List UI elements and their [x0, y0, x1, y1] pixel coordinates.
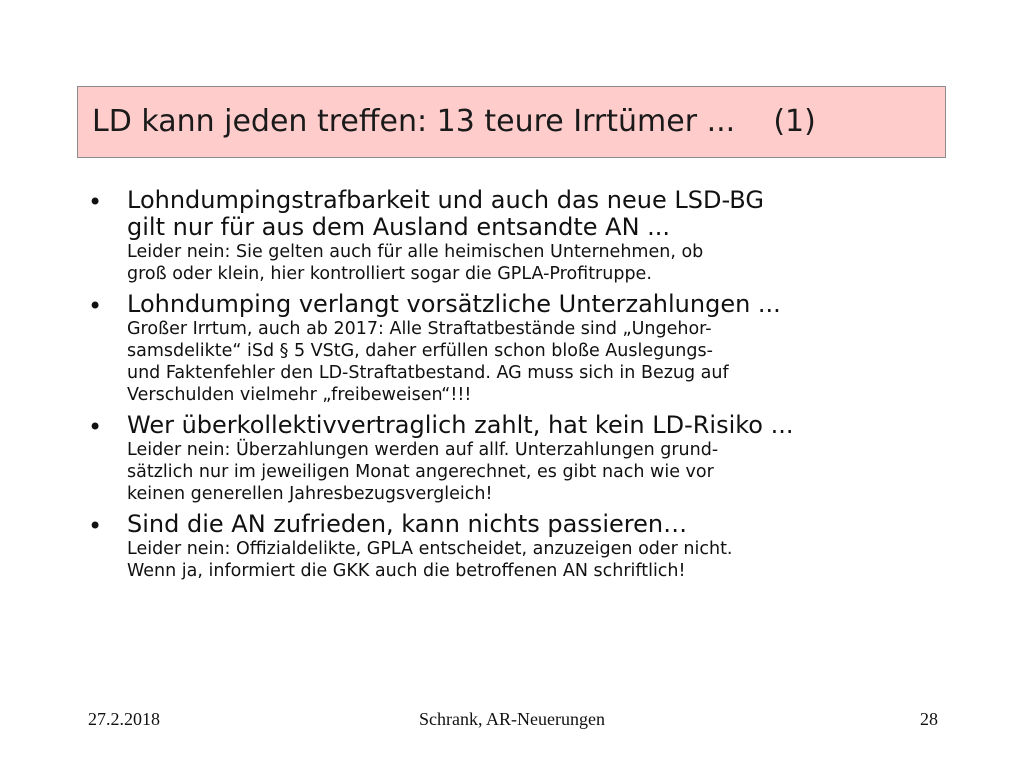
bullet-icon: •	[88, 413, 103, 441]
bullet-list	[88, 187, 948, 588]
headline-line: Lohndumping verlangt vorsätzliche Unterzahlungen ...	[127, 290, 781, 318]
bullet-headline	[127, 511, 948, 538]
bullet-item	[88, 412, 948, 505]
bullet-headline	[127, 291, 948, 318]
bullet-detail	[127, 538, 948, 582]
bullet-detail	[127, 439, 948, 505]
detail-line: Verschulden vielmehr „freibeweisen“!!!	[127, 385, 472, 405]
title-box	[77, 86, 946, 158]
detail-line: Leider nein: Offizialdelikte, GPLA entscheidet, anzuzeigen oder nicht.	[127, 539, 733, 559]
bullet-headline	[127, 412, 948, 439]
detail-line: keinen generellen Jahresbezugsvergleich!	[127, 484, 493, 504]
footer-author: Schrank, AR-Neuerungen	[419, 709, 605, 729]
bullet-item	[88, 291, 948, 406]
detail-line: Leider nein: Sie gelten auch für alle heimischen Unternehmen, ob	[127, 242, 704, 262]
detail-line: samsdelikte“ iSd § 5 VStG, daher erfüllen schon bloße Auslegungs-	[127, 341, 713, 361]
detail-line: groß oder klein, hier kontrolliert sogar die GPLA-Profitruppe.	[127, 264, 652, 284]
bullet-detail	[127, 241, 948, 285]
bullet-detail	[127, 318, 948, 406]
detail-line: Großer Irrtum, auch ab 2017: Alle Straftatbestände sind „Ungehor-	[127, 319, 712, 339]
bullet-icon: •	[88, 512, 103, 540]
bullet-headline	[127, 187, 948, 241]
headline-line: Wer überkollektivvertraglich zahlt, hat kein LD-Risiko ...	[127, 411, 794, 439]
detail-line: Wenn ja, informiert die GKK auch die betroffenen AN schriftlich!	[127, 561, 686, 581]
bullet-icon: •	[88, 188, 103, 216]
bullet-item	[88, 187, 948, 285]
footer-date: 27.2.2018	[88, 709, 160, 729]
bullet-icon: •	[88, 292, 103, 320]
headline-line: Sind die AN zufrieden, kann nichts passieren…	[127, 510, 688, 538]
detail-line: Leider nein: Überzahlungen werden auf allf. Unterzahlungen grund-	[127, 440, 719, 460]
headline-line: gilt nur für aus dem Ausland entsandte AN ...	[127, 213, 671, 241]
page-number: 28	[920, 709, 938, 729]
detail-line: und Faktenfehler den LD-Straftatbestand. AG muss sich in Bezug auf	[127, 363, 729, 383]
bullet-item	[88, 511, 948, 582]
headline-line: Lohndumpingstrafbarkeit und auch das neue LSD-BG	[127, 186, 764, 214]
slide-title: LD kann jeden treffen: 13 teure Irrtümer ... (1)	[92, 104, 816, 139]
detail-line: sätzlich nur im jeweiligen Monat angerechnet, es gibt nach wie vor	[127, 462, 714, 482]
